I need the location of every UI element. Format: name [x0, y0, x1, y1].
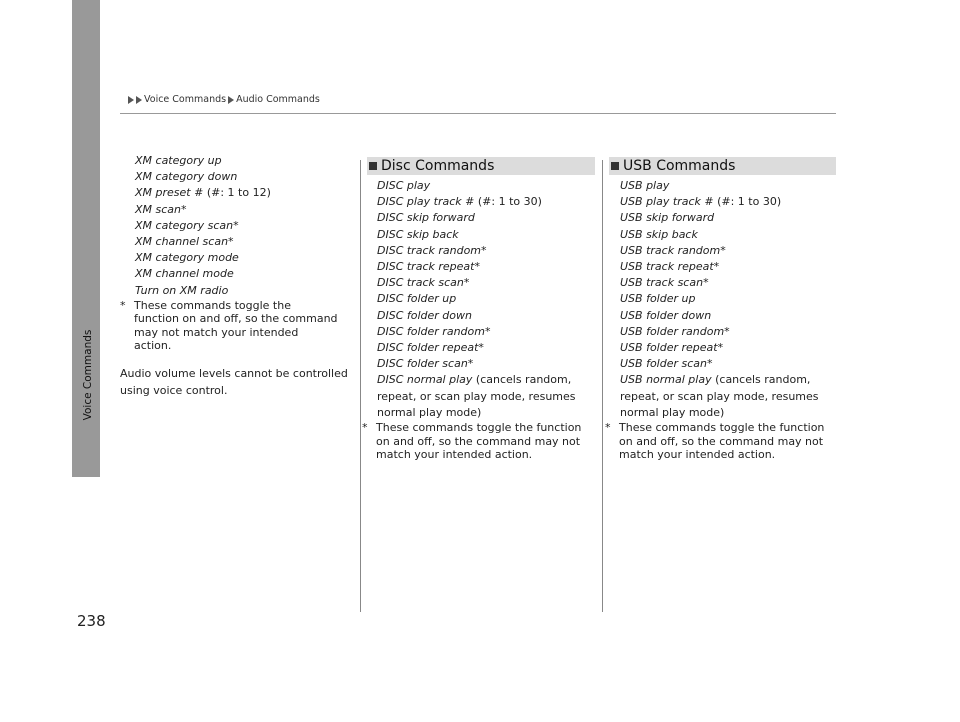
- command-item: XM channel mode: [135, 267, 234, 281]
- command-item: Turn on XM radio: [135, 283, 229, 297]
- command-item: DISC skip back: [377, 227, 459, 241]
- command-item: DISC folder random*: [377, 324, 491, 338]
- command-item: DISC play: [377, 179, 431, 192]
- command-item: USB track repeat*: [620, 260, 720, 274]
- footnote: * These commands toggle the function on and off, so the command may not match your intended action.: [362, 421, 582, 462]
- square-bullet-icon: [369, 162, 377, 170]
- footnote: * These commands toggle the function on and off, so the command may not match your intended action.: [605, 421, 825, 462]
- header-rule: [120, 113, 836, 114]
- command-item: USB play: [620, 179, 670, 192]
- disc-commands-column: [362, 178, 598, 462]
- command-item: DISC folder scan*: [377, 357, 474, 371]
- command-item: USB skip back: [620, 227, 698, 241]
- command-item: XM preset # (#: 1 to 12): [135, 186, 271, 200]
- command-item: DISC folder down: [377, 308, 472, 322]
- command-item: USB skip forward: [620, 211, 715, 225]
- side-tab-label: Voice Commands: [82, 329, 94, 421]
- command-item: USB track random*: [620, 243, 726, 257]
- page-number: 238: [77, 612, 106, 630]
- command-item: DISC track repeat*: [377, 260, 480, 274]
- breadcrumb-arrow-icon: [136, 96, 142, 104]
- xm-command-list: [120, 153, 350, 299]
- breadcrumb: [128, 94, 320, 105]
- breadcrumb-arrow-icon: [228, 96, 234, 104]
- usb-command-list: [605, 178, 841, 421]
- command-item: XM category down: [135, 170, 238, 184]
- command-item: DISC normal play (cancels random, repeat, or scan play mode, resumes normal play mode): [377, 373, 576, 419]
- breadcrumb-item[interactable]: Voice Commands: [144, 94, 227, 105]
- column-divider: [360, 160, 361, 612]
- column-divider: [602, 160, 603, 612]
- command-item: DISC folder repeat*: [377, 341, 484, 355]
- command-item: USB folder down: [620, 308, 712, 322]
- command-item: USB folder random*: [620, 324, 730, 338]
- command-item: DISC track scan*: [377, 276, 470, 290]
- command-item: XM category up: [135, 154, 222, 167]
- disc-commands-heading: Disc Commands: [367, 157, 595, 175]
- command-item: DISC play track # (#: 1 to 30): [377, 195, 542, 209]
- xm-commands-column: [120, 153, 350, 399]
- usb-commands-heading: USB Commands: [609, 157, 836, 175]
- volume-note: Audio volume levels cannot be controlled using voice control.: [120, 366, 348, 397]
- command-item: USB folder repeat*: [620, 341, 724, 355]
- breadcrumb-item[interactable]: Audio Commands: [236, 94, 320, 105]
- square-bullet-icon: [611, 162, 619, 170]
- command-item: USB play track # (#: 1 to 30): [620, 195, 782, 209]
- command-item: XM category scan*: [135, 218, 239, 232]
- command-item: USB track scan*: [620, 276, 709, 290]
- disc-command-list: [362, 178, 598, 421]
- command-item: USB folder up: [620, 292, 696, 306]
- breadcrumb-arrow-icon: [128, 96, 134, 104]
- usb-commands-column: [605, 178, 841, 462]
- command-item: DISC folder up: [377, 292, 457, 306]
- command-item: XM category mode: [135, 251, 239, 265]
- footnote: * These commands toggle the function on and off, so the command may not match your intended action.: [120, 298, 338, 353]
- command-item: DISC track random*: [377, 243, 487, 257]
- command-item: XM channel scan*: [135, 235, 234, 249]
- command-item: USB normal play (cancels random, repeat, or scan play mode, resumes normal play mode): [620, 373, 819, 419]
- command-item: DISC skip forward: [377, 211, 475, 225]
- command-item: USB folder scan*: [620, 357, 713, 371]
- command-item: XM scan*: [135, 202, 187, 216]
